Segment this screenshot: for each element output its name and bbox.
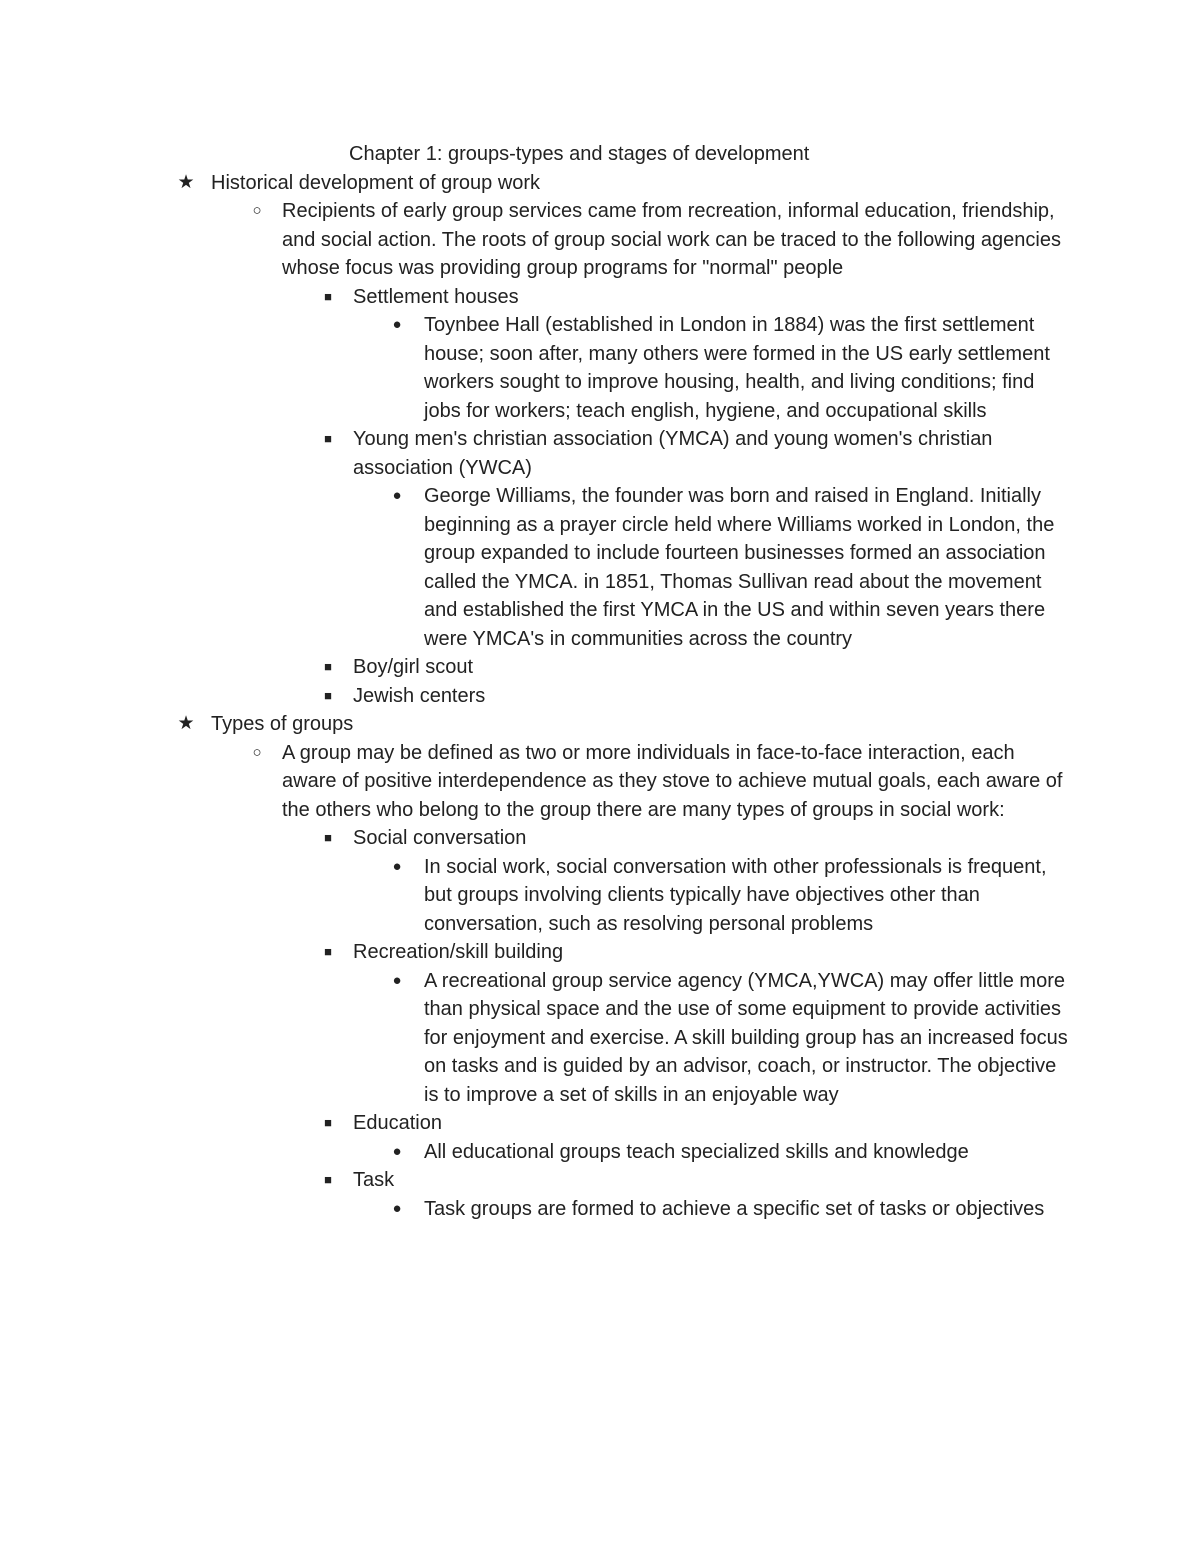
list-item-detail-text: All educational groups teach specialized skills and knowledge (424, 1140, 969, 1163)
section-intro-text: Recipients of early group services came from recreation, informal education, friendship, and social action. The roots of group social work can be traced to the following agencies whose focus was providing group programs for "normal" people (282, 200, 1061, 279)
list-item-label: Young men's christian association (YMCA) and young women's christian association (YWCA) (353, 428, 993, 479)
list-item (0, 425, 1073, 482)
circle-bullet-icon: ○ (252, 202, 262, 219)
square-bullet-icon: ■ (324, 830, 332, 845)
list-item-label: Task (353, 1169, 395, 1191)
square-bullet-icon: ■ (324, 687, 332, 703)
list-item-detail-text: Task groups are formed to achieve a specific set of tasks or objectives (424, 1197, 1045, 1220)
list-item (0, 1166, 1073, 1195)
list-item-label: Social conversation (353, 827, 527, 849)
section-intro (0, 739, 1072, 825)
list-item-detail-text: In social work, social conversation with other professionals is frequent, but groups involving clients typically have objectives other than conversation, such as resolving personal problems (424, 855, 1047, 935)
dot-bullet-icon: ● (392, 316, 402, 333)
dot-bullet-icon: ● (392, 1199, 402, 1217)
section-heading (0, 710, 1071, 739)
square-bullet-icon: ■ (324, 431, 332, 446)
square-bullet-icon: ■ (324, 1172, 332, 1187)
square-bullet-icon: ■ (324, 659, 332, 674)
dot-bullet-icon: ● (392, 487, 402, 504)
list-item-detail (0, 482, 1074, 653)
list-item-label: Education (353, 1112, 442, 1134)
list-item (0, 682, 1073, 711)
dot-bullet-icon: ● (392, 1142, 402, 1160)
list-item-detail (0, 853, 1074, 939)
list-item (0, 283, 1073, 312)
section-intro (0, 197, 1072, 283)
dot-bullet-icon: ● (392, 971, 402, 989)
list-item (0, 824, 1073, 853)
outline (0, 169, 1200, 1224)
square-bullet-icon: ■ (324, 288, 332, 304)
square-bullet-icon: ■ (324, 944, 332, 959)
list-item (0, 653, 1073, 682)
section-heading (0, 169, 1071, 198)
square-bullet-icon: ■ (324, 1115, 332, 1130)
section-intro-text: A group may be defined as two or more individuals in face-to-face interaction, each aware of positive interdependence as they stove to achieve mutual goals, each aware of the others who belong to the group there are many types of groups in social work: (282, 741, 1063, 821)
list-item-label: Jewish centers (353, 684, 486, 707)
list-item (0, 938, 1073, 967)
circle-bullet-icon: ○ (252, 743, 262, 761)
list-item-detail (0, 1195, 1074, 1224)
list-item-detail (0, 1138, 1074, 1167)
list-item-detail-text: Toynbee Hall (established in London in 1884) was the first settlement house; soon after, many others were formed in the US early settlement workers sought to improve housing, health, and living conditions; find jobs for workers; teach english, hygiene, and occupational skills (424, 314, 1050, 422)
list-item-detail (0, 311, 1074, 425)
page-title: Chapter 1: groups-types and stages of development (349, 143, 810, 165)
section-heading-text: Types of groups (211, 713, 354, 735)
list-item-detail (0, 967, 1074, 1110)
list-item-label: Settlement houses (353, 285, 519, 308)
star-bullet-icon: ★ (177, 171, 195, 193)
list-item (0, 1109, 1073, 1138)
list-item-label: Boy/girl scout (353, 656, 474, 678)
section-heading-text: Historical development of group work (211, 171, 541, 194)
dot-bullet-icon: ● (392, 857, 402, 875)
star-bullet-icon: ★ (177, 713, 195, 734)
list-item-label: Recreation/skill building (353, 941, 564, 963)
list-item-detail-text: George Williams, the founder was born and raised in England. Initially beginning as a prayer circle held where Williams worked in London, the group expanded to include fourteen businesses formed an association called the YMCA. in 1851, Thomas Sullivan read about the movement and established the first YMCA in the US and within seven years there were YMCA's in communities across the country (424, 485, 1055, 650)
list-item-detail-text: A recreational group service agency (YMCA,YWCA) may offer little more than physical space and the use of some equipment to provide activities for enjoyment and exercise. A skill building group has an increased focus on tasks and is guided by an advisor, coach, or instructor. The objective is to improve a set of skills in an enjoyable way (424, 969, 1068, 1106)
